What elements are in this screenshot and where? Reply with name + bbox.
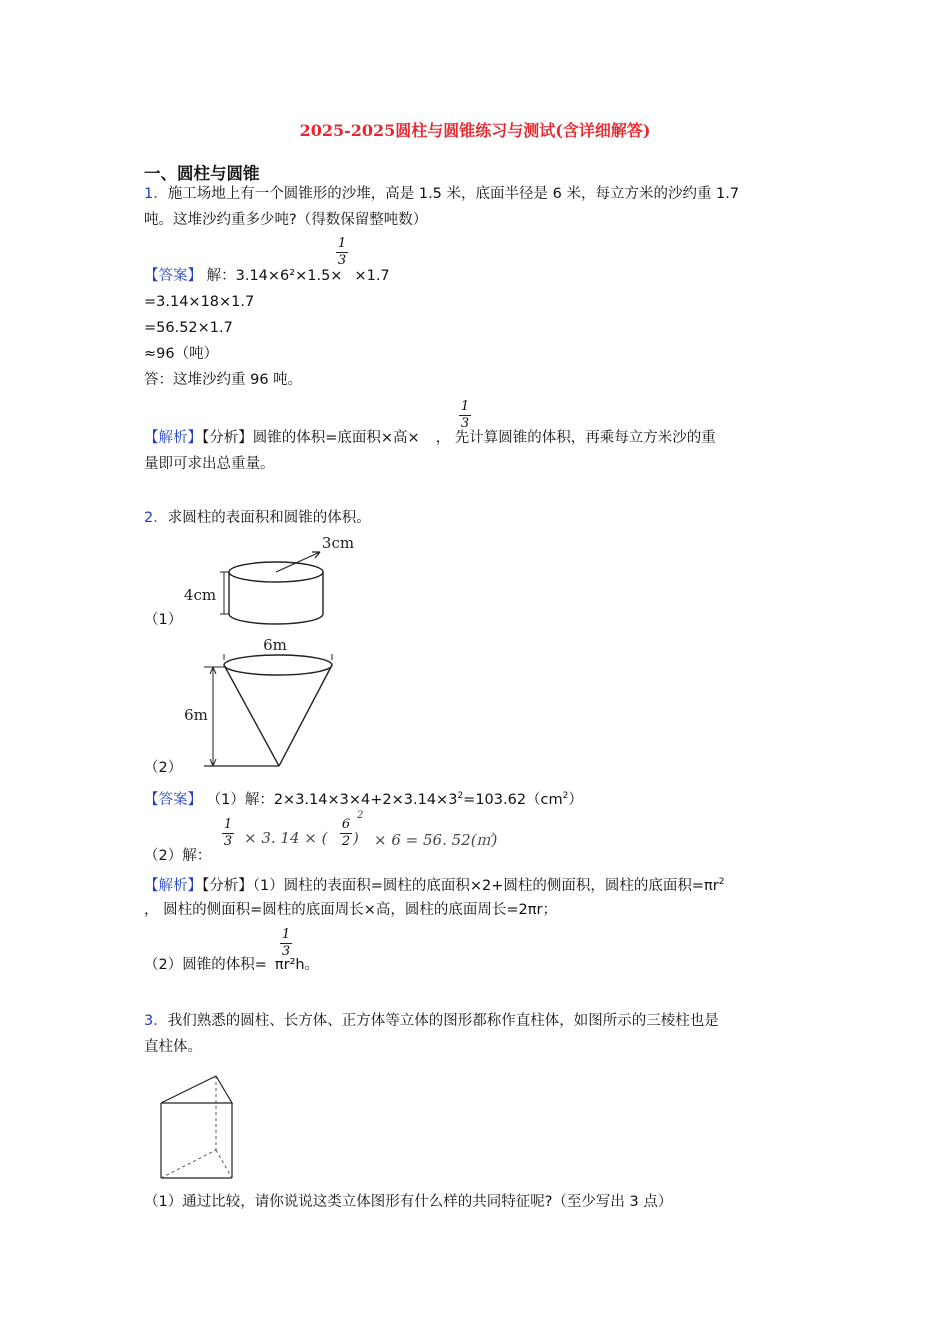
- prism-figure: [150, 1070, 250, 1190]
- answer-conclusion: 答：这堆沙约重 96 吨。: [144, 372, 303, 388]
- analysis-line2: 量即可求出总重量。: [144, 456, 275, 472]
- formula-part-a: × 3. 14 × (: [244, 829, 328, 847]
- question-text-line1: 施工场地上有一个圆锥形的沙堆，高是 1.5 米，底面半径是 6 米，每立方米的沙约重 1.7: [167, 186, 740, 202]
- fraction-one-third: 1 3: [223, 817, 233, 849]
- question-number: 3．: [144, 1013, 168, 1029]
- fraction-one-third: 1 3: [281, 927, 291, 959]
- fraction-one-third: 1 3: [337, 236, 347, 268]
- page-title: 2025-2025圆柱与圆锥练习与测试(含详细解答): [299, 121, 651, 140]
- formula-exponent: 2: [357, 810, 364, 821]
- cone-diameter-label: 6m: [263, 636, 287, 654]
- analysis-text: 【分析】圆锥的体积=底面积×高×: [202, 430, 420, 446]
- question-number: 2．: [144, 510, 168, 526]
- fraction-six-halves: 6 2: [341, 817, 351, 849]
- question-number: 1．: [144, 186, 168, 202]
- analysis-line2: ， 圆柱的侧面积=圆柱的底面周长×高，圆柱的底面周长=2πr；: [144, 902, 557, 918]
- cylinder-figure: [180, 530, 360, 630]
- analysis-text-end: ， 先计算圆锥的体积，再乘每立方米沙的重: [435, 430, 716, 446]
- answer-step-3: ≈96（吨）: [144, 346, 219, 362]
- cylinder-radius-label: 3cm: [321, 534, 355, 552]
- answer-tag: 【答案】: [144, 268, 202, 284]
- analysis-line3: （2）圆锥的体积= πr²h。: [144, 957, 320, 973]
- answer-expression: 解：3.14×6²×1.5×: [206, 268, 343, 284]
- cone-height-label: 6m: [184, 706, 208, 724]
- question-1: [144, 184, 739, 204]
- formula-part-c: × 6 = 56. 52(㎡): [374, 831, 498, 849]
- figure-2-label: （2）: [144, 760, 183, 776]
- answer-line: [144, 266, 390, 286]
- question-text-line1: 我们熟悉的圆柱、长方体、正方体等立体的图形都称作直柱体，如图所示的三棱柱也是: [167, 1013, 719, 1029]
- question-text-line2: 吨。这堆沙约重多少吨?（得数保留整吨数）: [144, 212, 428, 228]
- section-heading: 一、圆柱与圆锥: [144, 164, 260, 183]
- answer-step-2: =56.52×1.7: [144, 320, 233, 336]
- cone-figure: [180, 632, 350, 772]
- question-3: [144, 1011, 719, 1031]
- question-2: [144, 508, 371, 528]
- answer-step-1: =3.14×18×1.7: [144, 294, 255, 310]
- question-3-part-1: （1）通过比较，请你说说这类立体图形有什么样的共同特征呢?（至少写出 3 点）: [144, 1194, 673, 1210]
- question-text-line2: 直柱体。: [144, 1039, 202, 1055]
- answer-line-1: 【答案】 （1）解：$2\times 3.14\times 3\times 4+2\times 3.14\times 3^2=103.62(cm^2)$: [144, 791, 583, 808]
- analysis-tag: 【解析】: [144, 430, 202, 446]
- analysis-line: [144, 428, 716, 448]
- fraction-one-third: 1 3: [460, 399, 470, 431]
- answer-tag: 【答案】: [144, 791, 202, 808]
- answer-line-2-prefix: （2）解：: [144, 848, 212, 864]
- question-text: 求圆柱的表面积和圆锥的体积。: [167, 510, 371, 526]
- answer-expression-end: ×1.7: [354, 268, 390, 284]
- cylinder-height-label: 4cm: [183, 586, 217, 604]
- analysis-tag: 【解析】: [144, 877, 202, 894]
- formula-part-b: ): [353, 829, 359, 847]
- figure-1-label: （1）: [144, 612, 183, 628]
- analysis-line1: 【解析】【分析】（1）圆柱的表面积=圆柱的底面积×2+圆柱的侧面积，圆柱的底面积$=\pi r^2$: [144, 877, 725, 894]
